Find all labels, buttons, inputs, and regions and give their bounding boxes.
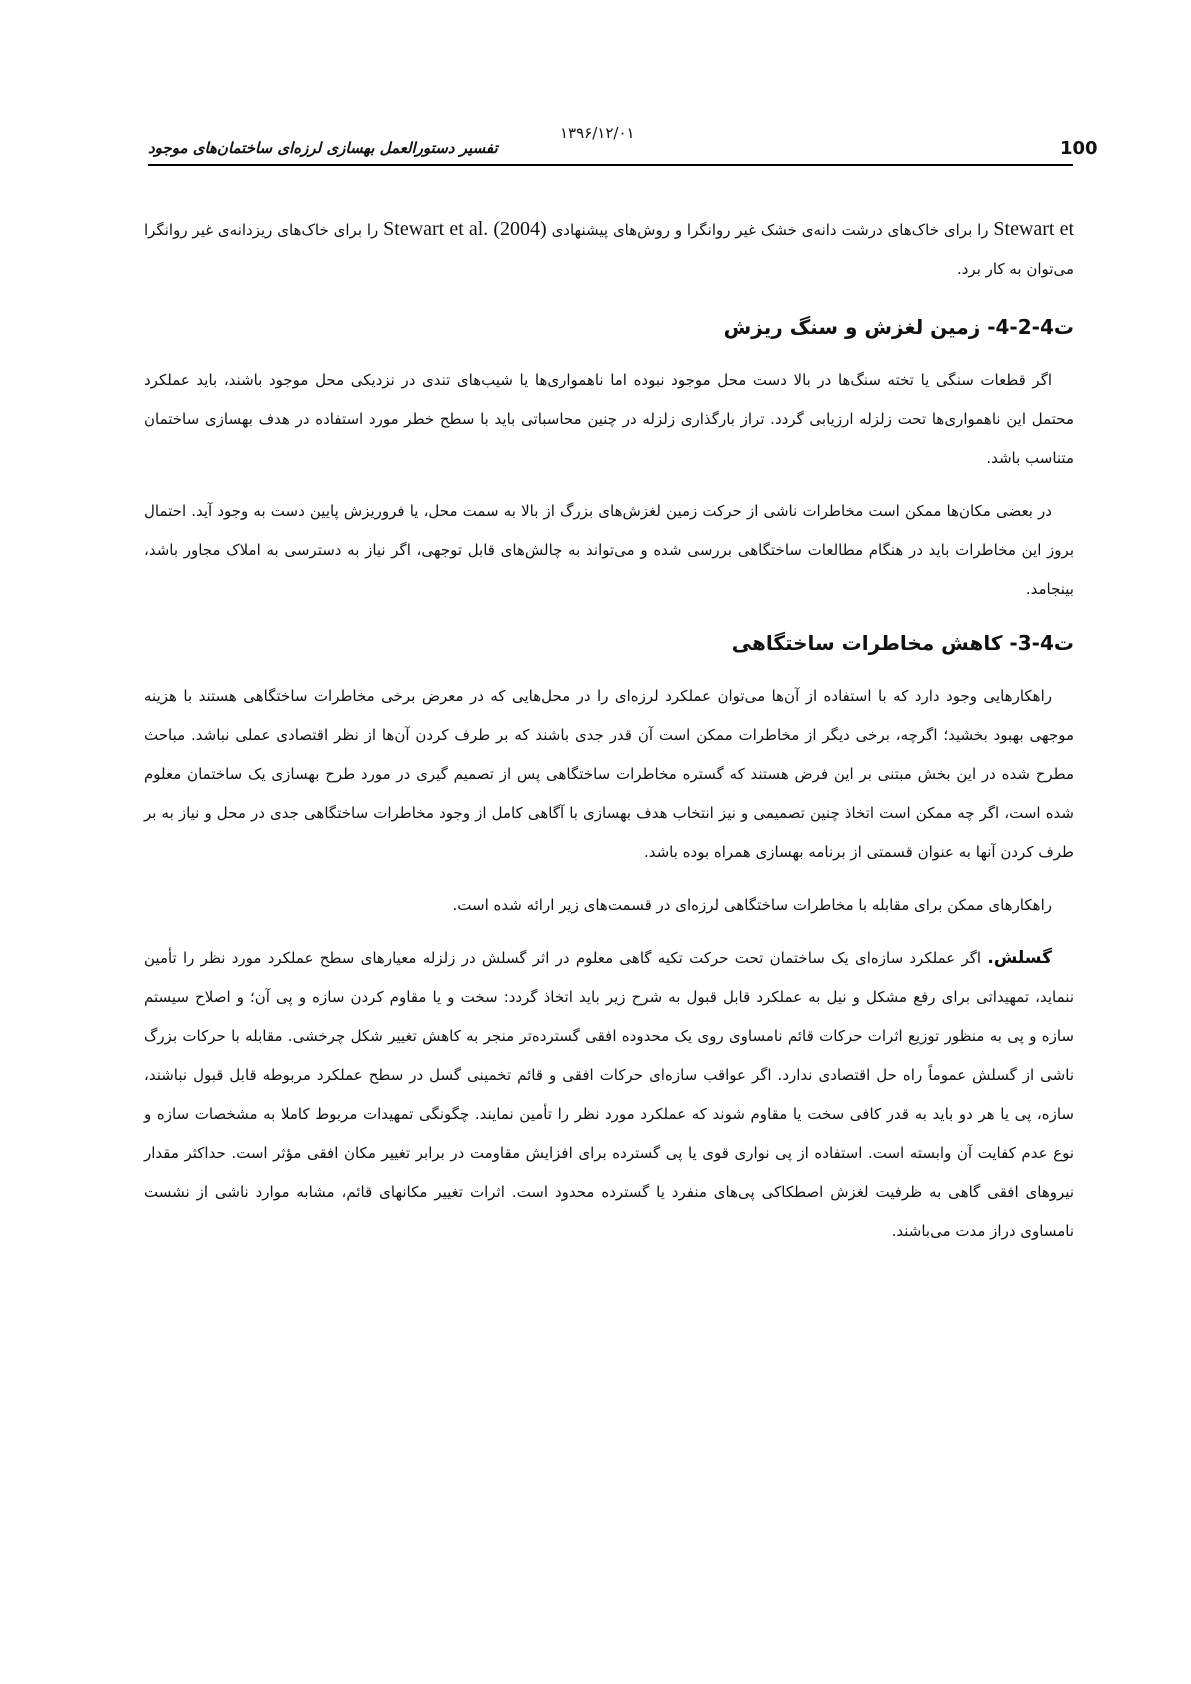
section-2-paragraph-1: راهکارهایی وجود دارد که با استفاده از آن‌ها می‌توان عملکرد لرزه‌ای را در محل‌هایی که در معرض برخی مخاطرات ساختگاهی هستند با هزینه موجهی بهبود بخشید؛ اگرچه، برخی دیگر از مخاطرات ممکن است آن قدر جدی باشند که بر طرف کردن آن‌ها از نظر اقتصادی عملی نباشد. مباحث مطرح شده در این بخش مبتنی بر این فرض هستند که گستره مخاطرات ساختگاهی پس از تصمیم گیری در مورد طرح بهسازی یک ساختمان معلوم شده است، اگر چه ممکن است اتخاذ چنین تصمیمی و نیز انتخاب هدف بهسازی با آگاهی کامل از وجود مخاطرات ساختگاهی جدی در محل و نیاز به بر طرف کردن آنها به عنوان قسمتی از برنامه بهسازی همراه بوده باشد. — [144, 687, 1074, 861]
faulting-paragraph — [144, 939, 1074, 1251]
intro-citation-2: Stewart et al. (2004) — [383, 218, 547, 240]
faulting-text: اگر عملکرد سازه‌ای یک ساختمان تحت حرکت تکیه گاهی معلوم در اثر گسلش در زلزله معیارهای سطح عملکرد مورد نظر را تأمین ننماید، تمهیداتی برای رفع مشکل و نیل به عملکرد قابل قبول به شرح زیر باید اتخاذ گردد: سخت و یا مقاوم کردن سازه و پی آن؛ و اصلاح سیستم سازه و پی به منظور توزیع اثرات حرکات قائم نامساوی روی یک محدوده افقی گسترده‌تر منجر به کاهش تغییر شکل چرخشی. مقابله با حرکات بزرگ ناشی از گسلش عموماً راه حل اقتصادی ندارد. اگر عواقب سازه‌ای حرکات افقی و قائم تخمینی گسل در سطح عملکرد مربوطه قابل قبول نباشند، سازه، پی یا هر دو باید به قدر کافی سخت یا مقاوم شوند که عملکرد مورد نظر را تأمین نمایند. چگونگی تمهیدات مربوط کاملا به مشخصات سازه و نوع عدم کفایت آن وابسته است. استفاده از پی نواری قوی یا پی گسترده برای افزایش مقاومت در برابر تغییر مکان افقی مؤثر است. حداکثر مقدار نیروهای افقی گاهی به ظرفیت لغزش اصطکاکی پی‌های منفرد یا گسترده محدود است. اثرات تغییر مکانهای قائم، مشابه موارد ناشی از نشست نامساوی دراز مدت می‌باشند. — [144, 949, 1074, 1240]
header-date: ۱۳۹۶/۱۲/۰۱ — [560, 124, 635, 142]
intro-citation-1: Stewart et — [993, 218, 1075, 240]
intro-text-b: را برای خاک‌های ریزدانه‌ی غیر روانگرا می‌توان به کار برد. — [144, 221, 1074, 278]
section-1-paragraph-1: اگر قطعات سنگی یا تخته سنگ‌ها در بالا دست محل موجود نبوده اما ناهمواری‌ها یا شیب‌های تندی در نزدیکی محل موجود باشند، باید عملکرد محتمل این ناهمواری‌ها تحت زلزله ارزیابی گردد. تراز بارگذاری زلزله در چنین محاسباتی باید با سطح خطر مورد استفاده در هدف بهسازی ساختمان متناسب باشد. — [144, 371, 1074, 467]
header-title: تفسیر دستورالعمل بهسازی لرزه‌ای ساختمان‌های موجود — [148, 139, 498, 157]
section-heading-landslide: ت4-2-4- زمین لغزش و سنگ ریزش — [723, 315, 1074, 339]
faulting-term: گسلش. — [987, 948, 1052, 968]
intro-text-a: را برای خاک‌های درشت دانه‌ی خشک غیر روانگرا و روش‌های پیشنهادی — [546, 221, 994, 239]
page-number: 100 — [1060, 138, 1098, 159]
document-body — [144, 210, 1074, 1265]
page-header — [148, 124, 1098, 166]
intro-paragraph — [144, 210, 1074, 289]
section-heading-hazard-mitigation: ت4-3- کاهش مخاطرات ساختگاهی — [731, 631, 1074, 655]
section-2-paragraph-2: راهکارهای ممکن برای مقابله با مخاطرات ساختگاهی لرزه‌ای در قسمت‌های زیر ارائه شده است. — [452, 896, 1052, 914]
header-rule — [148, 164, 1073, 166]
section-1-paragraph-2: در بعضی مکان‌ها ممکن است مخاطرات ناشی از حرکت زمین لغزش‌های بزرگ از بالا به سمت محل، یا فروریزش پایین دست به وجود آید. احتمال بروز این مخاطرات باید در هنگام مطالعات ساختگاهی بررسی شده و می‌تواند به چالش‌های قابل توجهی، اگر نیاز به دسترسی به املاک مجاور باشد، بینجامد. — [144, 502, 1074, 598]
